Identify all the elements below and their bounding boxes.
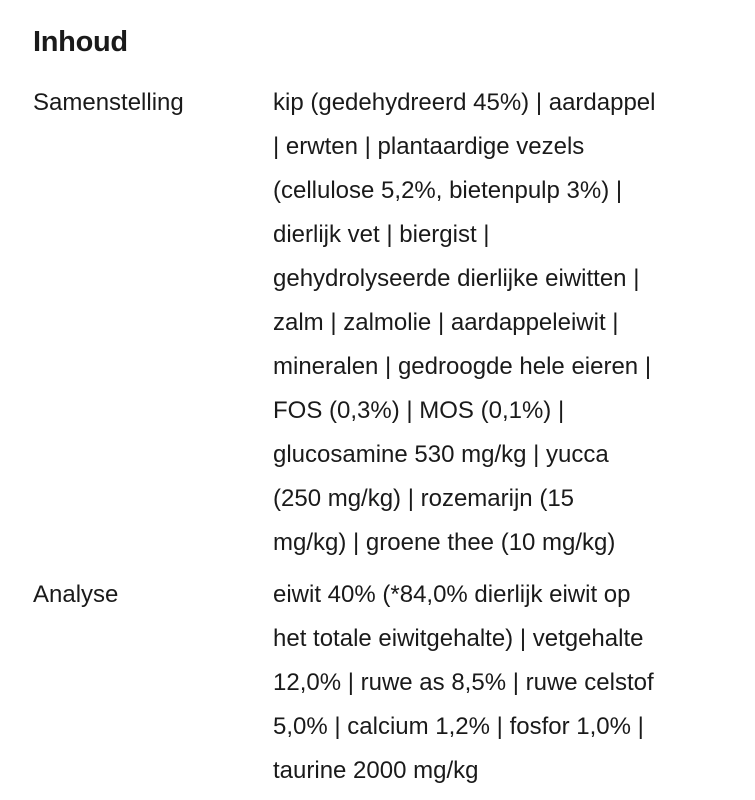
- analysis-line: taurine 2000 mg/kg: [273, 757, 479, 784]
- composition-value: [273, 81, 723, 565]
- composition-line: mg/kg) | groene thee (10 mg/kg): [273, 529, 616, 556]
- composition-row: [33, 81, 733, 565]
- analysis-row: [33, 573, 733, 793]
- analysis-line: het totale eiwitgehalte) | vetgehalte: [273, 625, 644, 652]
- composition-line: gehydrolyseerde dierlijke eiwitten |: [273, 265, 640, 292]
- section-title: Inhoud: [33, 26, 128, 58]
- composition-line: glucosamine 530 mg/kg | yucca: [273, 441, 609, 468]
- composition-line: zalm | zalmolie | aardappeleiwit |: [273, 309, 619, 336]
- composition-line: FOS (0,3%) | MOS (0,1%) |: [273, 397, 565, 424]
- analysis-line: 5,0% | calcium 1,2% | fosfor 1,0% |: [273, 713, 644, 740]
- analysis-line: eiwit 40% (*84,0% dierlijk eiwit op: [273, 581, 631, 608]
- composition-line: | erwten | plantaardige vezels: [273, 133, 585, 160]
- analysis-label: Analyse: [33, 581, 119, 608]
- composition-line: kip (gedehydreerd 45%) | aardappel: [273, 89, 656, 116]
- analysis-line: 12,0% | ruwe as 8,5% | ruwe celstof: [273, 669, 654, 696]
- composition-label: Samenstelling: [33, 89, 184, 116]
- composition-line: (250 mg/kg) | rozemarijn (15: [273, 485, 575, 512]
- composition-line: dierlijk vet | biergist |: [273, 221, 490, 248]
- analysis-value: [273, 573, 723, 793]
- composition-line: mineralen | gedroogde hele eieren |: [273, 353, 652, 380]
- composition-line: (cellulose 5,2%, bietenpulp 3%) |: [273, 177, 623, 204]
